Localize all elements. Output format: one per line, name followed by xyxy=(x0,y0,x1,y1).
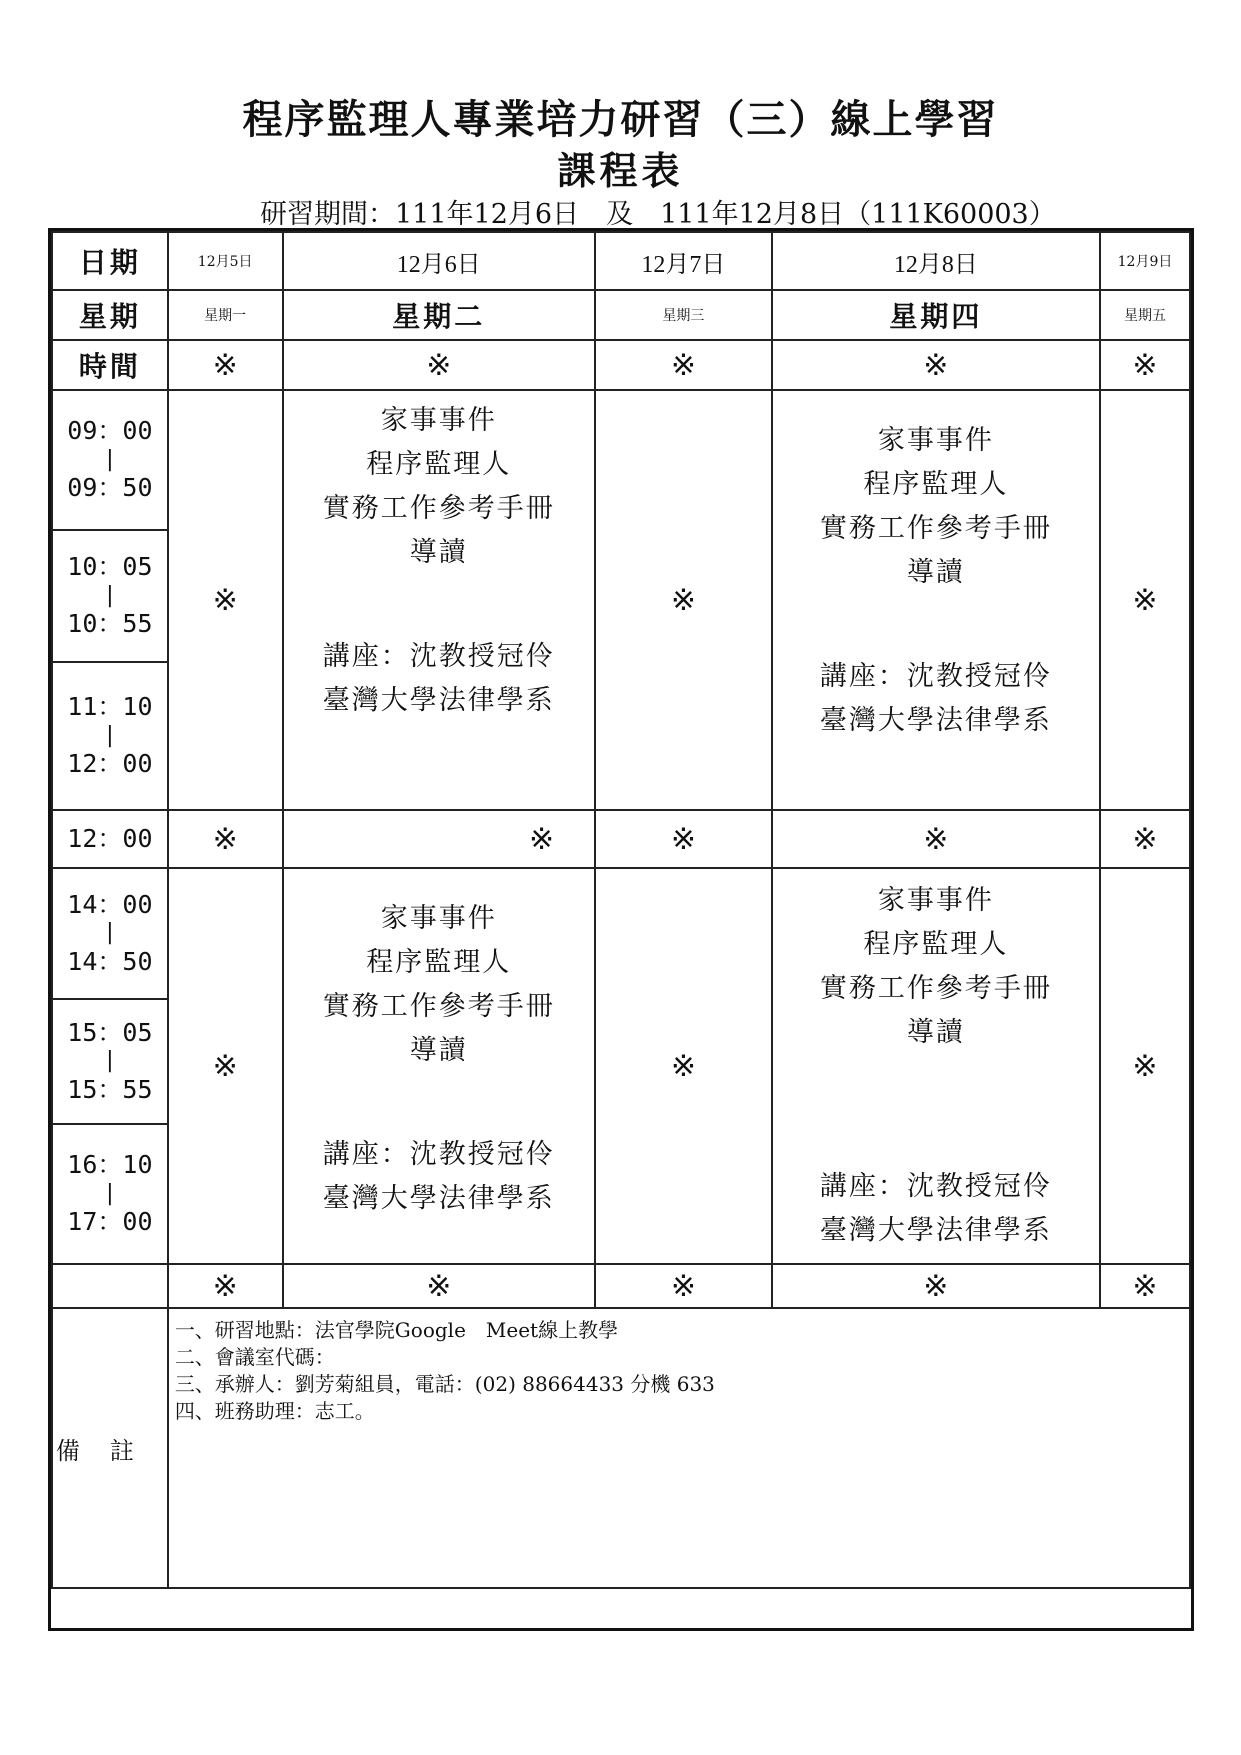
mark-symbol: ※ xyxy=(168,1264,283,1308)
lecturer: 講座：沈教授冠伶 xyxy=(819,661,1052,692)
study-period: 研習期間：111年12月6日 及 111年12月8日（111K60003） xyxy=(260,199,1056,230)
remark-item: 一、研習地點：法官學院Google Meet線上教學 xyxy=(174,1318,619,1342)
time-label: 時間 xyxy=(52,340,168,390)
empty-cell xyxy=(52,1264,168,1308)
time-slot: 09：00 | 09：50 xyxy=(52,390,168,530)
mark-symbol: ※ xyxy=(1100,810,1190,868)
lecturer: 講座：沈教授冠伶 xyxy=(322,641,555,672)
lecturer: 講座：沈教授冠伶 xyxy=(322,1139,555,1170)
weekday-thu: 星期四 xyxy=(772,290,1100,340)
remarks-row xyxy=(52,1308,1190,1588)
affiliation: 臺灣大學法律學系 xyxy=(322,685,555,716)
course-thu-morning: 家事事件 程序監理人 實務工作參考手冊 導讀 講座：沈教授冠伶 臺灣大學法律學系 xyxy=(772,390,1100,810)
lecturer: 講座：沈教授冠伶 xyxy=(819,1171,1052,1202)
course-tue-morning: 家事事件 程序監理人 實務工作參考手冊 導讀 講座：沈教授冠伶 臺灣大學法律學系 xyxy=(283,390,596,810)
weekday-mon: 星期一 xyxy=(168,290,283,340)
weekday-label: 星期 xyxy=(52,290,168,340)
time-slot: 11：10 | 12：00 xyxy=(52,662,168,810)
document-subtitle: 課程表 xyxy=(557,148,684,193)
date-label: 日期 xyxy=(52,232,168,290)
mark-symbol: ※ xyxy=(283,1264,596,1308)
date-row xyxy=(52,232,1190,290)
afternoon-slot-1 xyxy=(52,868,1190,999)
date-mon: 12月5日 xyxy=(168,232,283,290)
time-slot: 14：00 | 14：50 xyxy=(52,868,168,999)
mark-symbol: ※ xyxy=(772,810,1100,868)
date-fri: 12月9日 xyxy=(1100,232,1190,290)
weekday-fri: 星期五 xyxy=(1100,290,1190,340)
affiliation: 臺灣大學法律學系 xyxy=(819,705,1052,736)
date-thu: 12月8日 xyxy=(772,232,1100,290)
remark-item: 二、會議室代碼： xyxy=(174,1345,335,1369)
mark-symbol: ※ xyxy=(772,1264,1100,1308)
mark-symbol: ※ xyxy=(168,868,283,1264)
weekday-wed: 星期三 xyxy=(595,290,772,340)
course-thu-afternoon: 家事事件 程序監理人 實務工作參考手冊 導讀 講座：沈教授冠伶 臺灣大學法律學系 xyxy=(772,868,1100,1264)
mark-symbol: ※ xyxy=(283,340,596,390)
remark-item: 三、承辦人：劉芳菊組員，電話：(02) 88664433 分機 633 xyxy=(174,1372,715,1396)
mark-symbol: ※ xyxy=(168,340,283,390)
time-slot: 16：10 | 17：00 xyxy=(52,1124,168,1264)
mark-symbol: ※ xyxy=(168,810,283,868)
mark-symbol: ※ xyxy=(595,868,772,1264)
mark-symbol: ※ xyxy=(595,340,772,390)
mark-symbol: ※ xyxy=(595,390,772,810)
date-wed: 12月7日 xyxy=(595,232,772,290)
course-tue-afternoon: 家事事件 程序監理人 實務工作參考手冊 導讀 講座：沈教授冠伶 臺灣大學法律學系 xyxy=(283,868,596,1264)
affiliation: 臺灣大學法律學系 xyxy=(322,1183,555,1214)
time-slot: 10：05 | 10：55 xyxy=(52,530,168,662)
closing-row xyxy=(52,1264,1190,1308)
mark-symbol: ※ xyxy=(1100,390,1190,810)
remarks-label: 備註 xyxy=(52,1308,168,1588)
remarks-content xyxy=(168,1308,1190,1588)
morning-slot-1 xyxy=(52,390,1190,530)
time-header-row xyxy=(52,340,1190,390)
weekday-row xyxy=(52,290,1190,340)
time-slot: 15：05 | 15：55 xyxy=(52,999,168,1124)
mark-symbol: ※ xyxy=(595,810,772,868)
date-tue: 12月6日 xyxy=(283,232,596,290)
mark-symbol: ※ xyxy=(1100,868,1190,1264)
time-noon: 12：00 xyxy=(52,810,168,868)
schedule-table xyxy=(51,231,1191,1589)
mark-symbol: ※ xyxy=(772,340,1100,390)
mark-symbol: ※ xyxy=(595,1264,772,1308)
document-title: 程序監理人專業培力研習（三）線上學習 xyxy=(242,96,999,143)
mark-symbol: ※ xyxy=(1100,340,1190,390)
mark-symbol: ※ xyxy=(168,390,283,810)
mark-symbol: ※ xyxy=(1100,1264,1190,1308)
remark-item: 四、班務助理：志工。 xyxy=(174,1399,375,1423)
affiliation: 臺灣大學法律學系 xyxy=(819,1215,1052,1246)
mark-symbol: ※ xyxy=(283,810,596,868)
noon-row xyxy=(52,810,1190,868)
weekday-tue: 星期二 xyxy=(283,290,596,340)
